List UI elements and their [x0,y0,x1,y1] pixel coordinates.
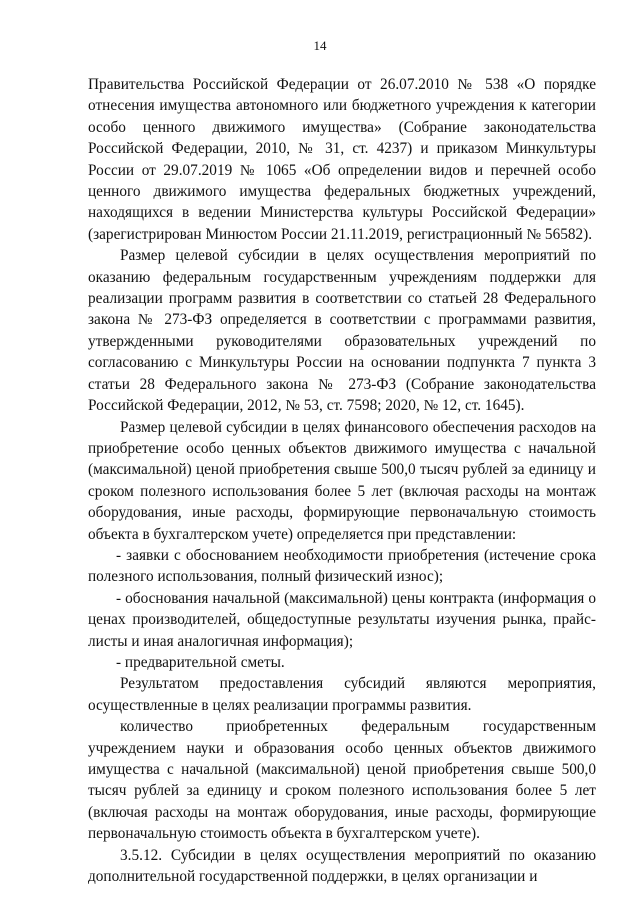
paragraph-section-3-5-12: 3.5.12. Субсидии в целях осуществления мероприятий по оказанию дополнительной государственной поддержки, в целях организации и [88,846,596,886]
paragraph-continuation: Правительства Российской Федерации от 26.07.2010 № 538 «О порядке отнесения имущества автономного или бюджетного учреждения к категории особо ценного движимого имущества» (Собрание законодательства Российской Федерации, 2010, № 31, ст. 4237) и приказом Минкультуры России от 29.07.2019 № 1065 «Об определении видов и перечней особо ценного движимого имущества федеральных бюджетных учреждений, находящихся в ведении Министерства культуры Российской Федерации» (зарегистрирован Минюстом России 21.11.2019, регистрационный № 56582). [88,76,596,243]
list-item-price-justification: - обоснования начальной (максимальной) цены контракта (информация о ценах производителей, общедоступные результаты изучения рынка, прайс-листы и иная аналогичная информация); [88,589,596,650]
list-item-application: - заявки с обоснованием необходимости приобретения (истечение срока полезного использования, полный физический износ); [88,546,596,586]
page-number: 14 [313,38,327,53]
paragraph-development-programs: Размер целевой субсидии в целях осуществления мероприятий по оказанию федеральным государственным учреждениям поддержки для реализации программ развития в соответствии со статьей 28 Федерального закона № 273-ФЗ определяется в соответствии с программами развития, утвержденными руководителями образовательных учреждений по согласованию с Минкультуры России на основании подпункта 7 пункта 3 статьи 28 Федерального закона № 273-ФЗ (Собрание законодательства Российской Федерации, 2012, № 53, ст. 7598; 2020, № 12, ст. 1645). [88,247,596,415]
paragraph-valuable-property: Размер целевой субсидии в целях финансового обеспечения расходов на приобретение особо ценных объектов движимого имущества с начальной (максимальной) ценой приобретения свыше 500,0 тысяч рублей за единицу и сроком полезного использования более 5 лет (включая расходы на монтаж оборудования, иные расходы, формирующие первоначальную стоимость объекта в бухгалтерском учете) определяется при представлении: [88,418,596,543]
paragraph-result: Результатом предоставления субсидий являются мероприятия, осуществленные в целях реализации программы развития. [88,675,596,714]
paragraph-indicator: количество приобретенных федеральным государственным учреждением науки и образования особо ценных объектов движимого имущества с начальной (максимальной) ценой приобретения свыше 500,0 тысяч рублей за единицу и сроком полезного использования более 5 лет (включая расходы на монтаж оборудования, иные расходы, формирующие первоначальную стоимость объекта в бухгалтерском учете). [88,718,596,843]
list-item-estimate: - предварительной сметы. [116,653,285,671]
